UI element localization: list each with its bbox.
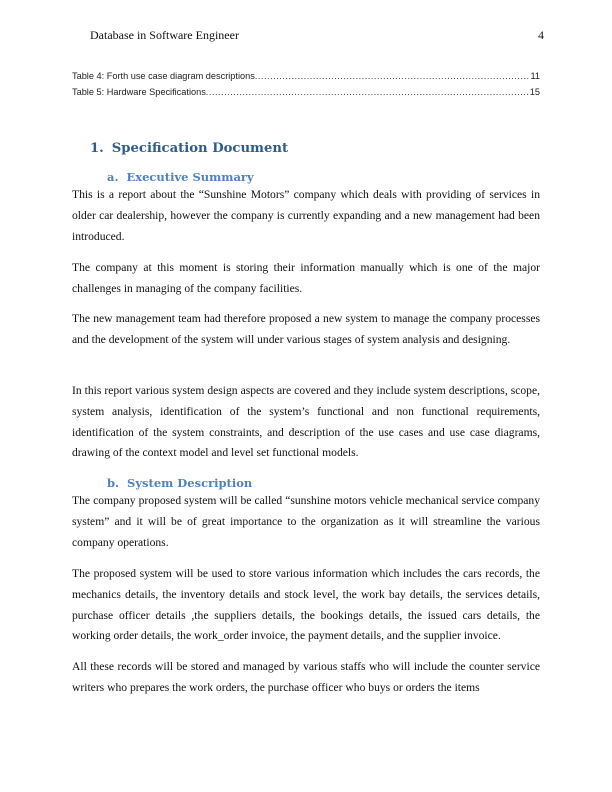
paragraph: The company at this moment is storing their information manually which is one of the major challenges in managing of the company facilities. — [72, 261, 540, 295]
table-of-contents — [72, 71, 540, 103]
paragraph: This is a report about the “Sunshine Motors” company which deals with providing of services in older car dealership, however the company is currently expanding and a new management had been introduced. — [72, 188, 540, 243]
toc-leader-dots — [206, 87, 529, 97]
paragraph: All these records will be stored and managed by various staffs who will include the counter service writers who prepares the work orders, the purchase officer who buys or orders the items — [72, 660, 540, 694]
toc-entry-label: Table 5: Hardware Specifications — [72, 87, 206, 97]
paragraph: The new management team had therefore proposed a new system to manage the company processes and the development of the system will under various stages of system analysis and designing. — [72, 312, 540, 346]
subsection-title: Executive Summary — [126, 170, 254, 184]
subsection-heading-system-description — [107, 476, 252, 490]
paragraph: The company proposed system will be called “sunshine motors vehicle mechanical service company system” and it will be of great importance to the organization as it will streamline the various company operations. — [72, 494, 540, 549]
header-title: Database in Software Engineer — [90, 28, 239, 42]
toc-entry-page: 15 — [529, 87, 540, 97]
toc-entry-label: Table 4: Forth use case diagram descriptions — [72, 71, 255, 81]
subsection-heading-executive-summary — [107, 170, 254, 184]
page-number: 4 — [538, 28, 544, 42]
toc-entry-page: 11 — [530, 71, 540, 81]
paragraph: The proposed system will be used to store various information which includes the cars records, the mechanics details, the inventory details and stock level, the work bay details, the services details, purchase officer details ,the suppliers details, the bookings details, the issued cars details, the working order details, the work_order invoice, the payment details, and the supplier invoice. — [72, 567, 540, 643]
section-title: Specification Document — [111, 141, 289, 156]
subsection-title: System Description — [127, 476, 253, 490]
section-heading-specification-document — [90, 141, 288, 156]
paragraph: In this report various system design aspects are covered and they include system descriptions, scope, system analysis, identification of the system’s functional and non functional requirements, identification of the system constraints, and description of the use cases and use case diagrams, drawing of the context model and level set functional models. — [72, 384, 540, 460]
toc-leader-dots — [255, 71, 530, 81]
subsection-number: a. — [107, 170, 119, 184]
toc-entry-table-5[interactable] — [72, 87, 540, 103]
page-header — [90, 28, 544, 44]
subsection-number: b. — [107, 476, 120, 490]
section-number: 1. — [90, 141, 104, 156]
toc-entry-table-4[interactable] — [72, 71, 540, 87]
